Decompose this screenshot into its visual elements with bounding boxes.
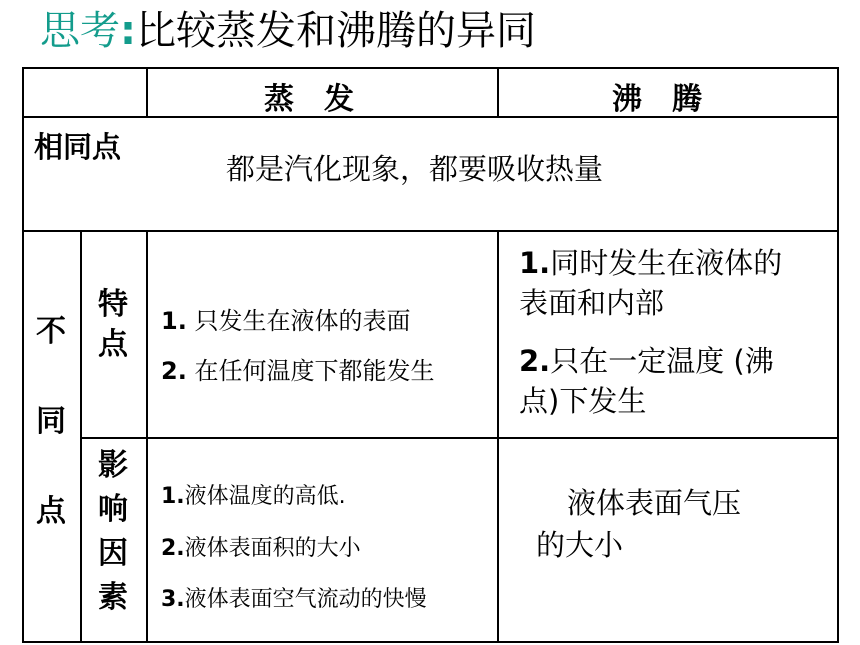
feature-evaporation-2 (161, 351, 434, 386)
comparison-table (22, 67, 839, 643)
factor-evaporation-1 (161, 479, 346, 510)
factor-evaporation-1-text: 液体温度的高低. (184, 484, 346, 509)
feature-evaporation-1-num: 1. (161, 307, 187, 335)
feature-boiling-1-line2: 表面和内部 (519, 286, 665, 320)
feature-boiling-1-text: 同时发生在液体的 (550, 246, 783, 280)
header-evaporation: 蒸 发 (264, 82, 354, 117)
feature-boiling-2-num: 2. (519, 344, 551, 378)
feature-boiling-1-num: 1. (519, 246, 551, 280)
table-label-divider-top (146, 67, 148, 118)
feature-evaporation-1-text: 只发生在液体的表面 (186, 307, 411, 335)
feature-evaporation-2-num: 2. (161, 357, 187, 385)
factor-evaporation-3-num: 3. (161, 587, 185, 612)
title-colon: : (120, 8, 136, 54)
table-header-divider (22, 116, 839, 118)
feature-boiling-2-line2: 点)下发生 (519, 384, 647, 418)
feature-evaporation-1 (161, 301, 410, 336)
feature-boiling-2-text: 只在一定温度 (沸 (550, 344, 774, 378)
factor-evaporation-1-num: 1. (161, 484, 185, 509)
factor-evaporation-2-num: 2. (161, 536, 185, 561)
page-title (40, 4, 536, 58)
table-border-top (22, 67, 839, 69)
title-text: 比较蒸发和沸腾的异同 (136, 8, 536, 54)
factor-evaporation-2-text: 液体表面积的大小 (184, 536, 361, 561)
table-inner-label-divider (80, 230, 82, 643)
table-label-divider-bottom (146, 230, 148, 643)
same-label: 相同点 (34, 130, 122, 164)
factor-evaporation-3 (161, 582, 427, 613)
different-label: 不同点 (36, 314, 66, 529)
title-prefix: 思考 (40, 8, 120, 54)
same-content: 都是汽化现象，都要吸收热量 (226, 152, 604, 186)
header-boiling: 沸 腾 (612, 82, 702, 117)
factor-evaporation-2 (161, 531, 361, 562)
table-col-divider-top (497, 67, 499, 118)
feature-boiling-2-line1 (519, 339, 774, 380)
feature-evaporation-2-text: 在任何温度下都能发生 (186, 357, 435, 385)
feature-label: 特点 (98, 287, 128, 362)
table-border-right (837, 67, 839, 643)
factor-boiling-line1: 液体表面气压 (567, 486, 742, 520)
table-feature-divider (80, 437, 839, 439)
table-same-divider (22, 230, 839, 232)
table-border-bottom (22, 641, 839, 643)
factor-evaporation-3-text: 液体表面空气流动的快慢 (184, 587, 427, 612)
factor-label: 影响因素 (98, 448, 128, 615)
table-border-left (22, 67, 24, 643)
factor-boiling-line2: 的大小 (536, 528, 624, 562)
feature-boiling-1-line1 (519, 241, 782, 282)
table-col-divider-bottom (497, 230, 499, 643)
